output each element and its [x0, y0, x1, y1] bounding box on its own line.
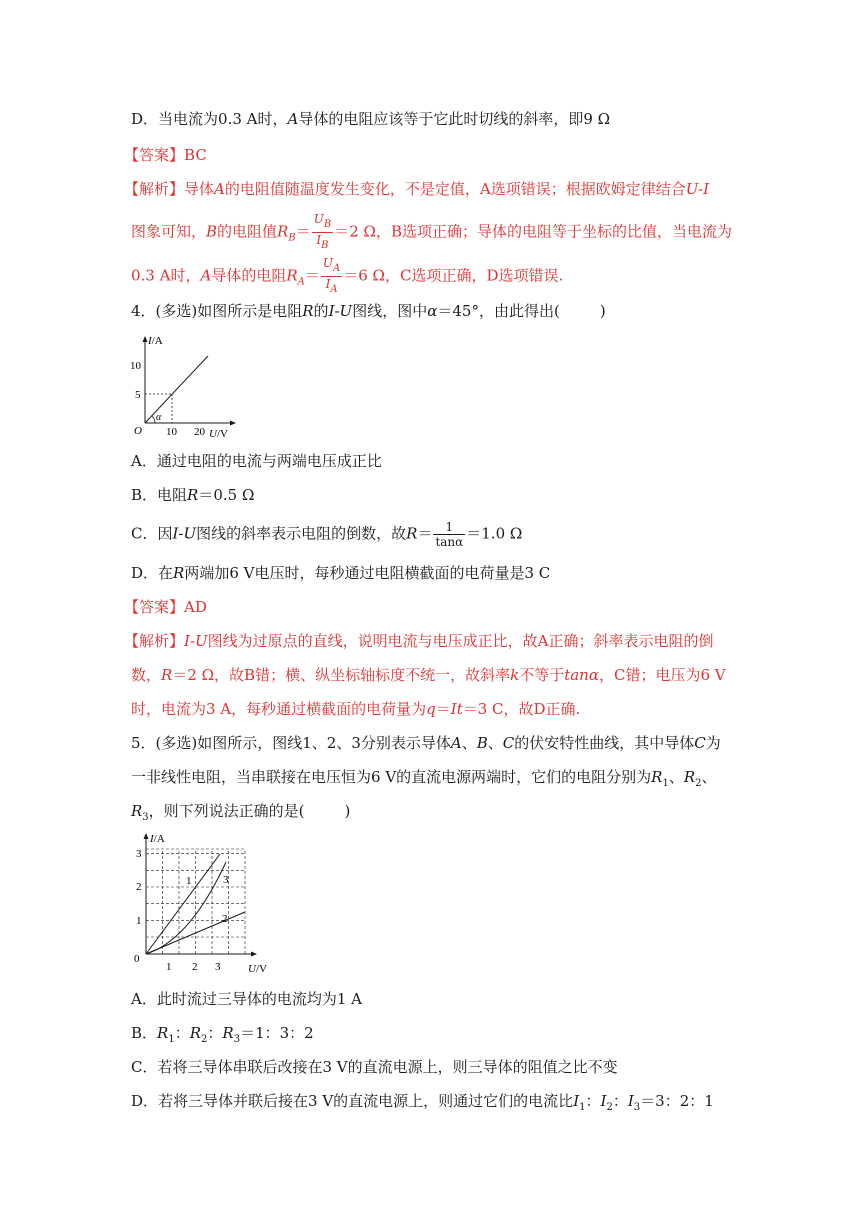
q5-xlabel: U/V: [248, 963, 267, 975]
q4-analysis-line1: 【解析】I-U图线为过原点的直线，说明电流与电压成正比，故A正确；斜率表示电阻的倒: [124, 632, 714, 650]
q5-curve-label-1: 1: [186, 875, 192, 887]
q5-stem-line2: 一非线性电阻，当串联接在电压恒为6 V的直流电源两端时，它们的电阻分别为$R_1$、$R_2$、: [131, 768, 717, 789]
q5-ytick-3: 3: [136, 848, 142, 860]
q4-analysis-line2: 数，R＝2 Ω，故B错；横、纵坐标轴标度不统一，故斜率k不等于tanα，C错；电压为6 V: [131, 666, 726, 684]
q5-curve-1: [146, 854, 220, 954]
q5-ytick-1: 1: [136, 915, 142, 927]
q3-option-d: D．当电流为0.3 A时，A导体的电阻应该等于它此时切线的斜率，即9 Ω: [131, 110, 611, 128]
q5-curve-label-2: 2: [222, 913, 228, 925]
q4-stem: 4．(多选)如图所示是电阻R的I-U图线，图中α＝45°，由此得出( ): [131, 302, 606, 320]
q4-ytick-10: 10: [130, 360, 141, 372]
fraction-ub-ib: $\frac{U_B}{I_B}$: [313, 212, 332, 251]
q4-option-b: B．电阻R＝0.5 Ω: [131, 486, 255, 504]
q5-stem-line1: 5．(多选)如图所示，图线1、2、3分别表示导体A、B、C的伏安特性曲线，其中导体C为: [131, 734, 721, 752]
q5-ylabel: I/A: [150, 833, 165, 845]
q3-answer: 【答案】BC: [124, 146, 207, 164]
fraction-1-tan: $\frac{1}{\tan\alpha}$: [435, 520, 464, 549]
q5-x-arrow: [251, 952, 257, 957]
q4-xtick-20: 20: [194, 426, 205, 438]
q4-ytick-5: 5: [135, 389, 141, 401]
q4-y-arrow: [143, 336, 148, 342]
q5-y-arrow: [144, 833, 149, 839]
q5-ytick-2: 2: [136, 881, 142, 893]
q5-stem-line3: $R_3$，则下列说法正确的是( ): [131, 802, 351, 823]
q5-grid: [146, 849, 245, 954]
q4-x-arrow: [230, 421, 236, 426]
q4-iu-graph: [128, 332, 238, 440]
q5-curve-label-3: 3: [223, 874, 229, 886]
q4-origin: O: [134, 425, 142, 437]
q4-analysis-line3: 时，电流为3 A，每秒通过横截面的电荷量为q＝It＝3 C，故D正确.: [131, 700, 581, 718]
q4-ylabel: I/A: [148, 335, 163, 347]
q3-analysis-line3: 0.3 A时，A导体的电阻$R_A=$ $\frac{U_A}{I_A}$ ＝6 Ω，C选项正确，D选项错误.: [131, 256, 564, 295]
q3-analysis-line1: 【解析】导体A的电阻值随温度发生变化，不是定值，A选项错误；根据欧姆定律结合U-I: [124, 180, 710, 198]
q4-alpha-label: α: [156, 412, 162, 423]
q5-xtick-3: 3: [215, 961, 221, 973]
q4-option-c: C．因I-U图线的斜率表示电阻的倒数，故R＝ $\frac{1}{\tan\alpha}$ ＝1.0 Ω: [131, 520, 523, 549]
q5-xtick-1: 1: [166, 961, 172, 973]
q5-option-d: D．若将三导体并联后接在3 V的直流电源上，则通过它们的电流比$I_1$：$I_2$：$I_3=3$：2：1: [131, 1092, 714, 1113]
q3-analysis-line2: 图象可知，B的电阻值$R_B=$ $\frac{U_B}{I_B}$ ＝2 Ω，B选项正确；导体的电阻等于坐标的比值，当电流为: [131, 212, 732, 251]
q4-option-d: D．在R两端加6 V电压时，每秒通过电阻横截面的电荷量是3 C: [131, 564, 551, 582]
q5-option-b: B．$R_1$：$R_2$：$R_3=1$：3：2: [131, 1024, 314, 1045]
q4-angle-arc: [152, 416, 155, 423]
fraction-ua-ia: $\frac{U_A}{I_A}$: [322, 256, 341, 295]
q4-xtick-10: 10: [166, 426, 177, 438]
q5-option-c: C．若将三导体串联后改接在3 V的直流电源上，则三导体的阻值之比不变: [131, 1058, 618, 1076]
q4-xlabel: U/V: [209, 428, 228, 440]
q5-iu-graph: [128, 830, 274, 976]
q4-answer: 【答案】AD: [124, 598, 207, 616]
q5-xtick-2: 2: [192, 961, 198, 973]
q4-option-a: A．通过电阻的电流与两端电压成正比: [131, 452, 382, 470]
q5-option-a: A．此时流过三导体的电流均为1 A: [131, 990, 362, 1008]
q4-data-line: [145, 356, 208, 423]
q5-origin: 0: [134, 953, 140, 965]
